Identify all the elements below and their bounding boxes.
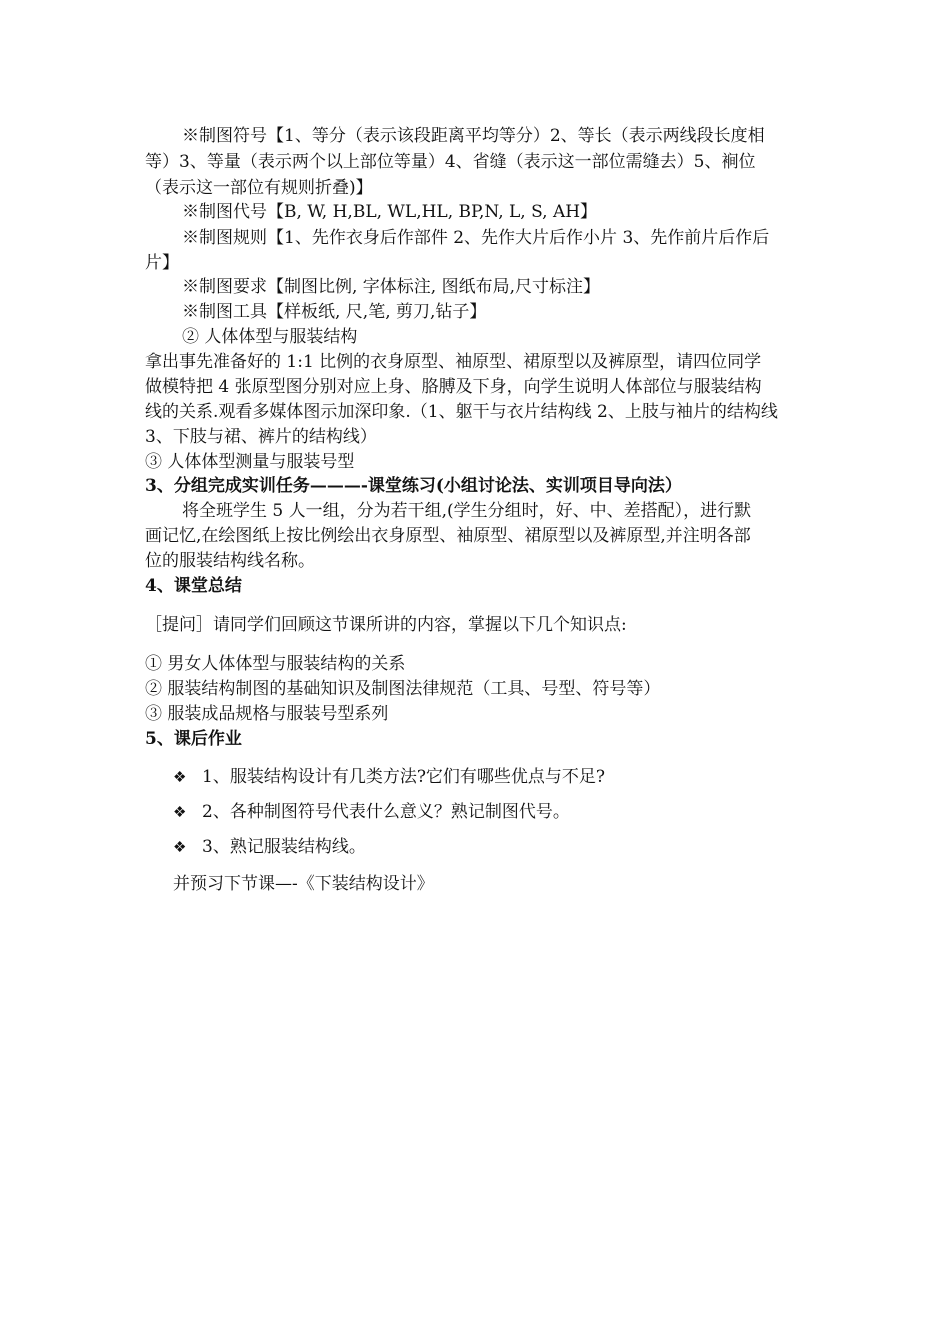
drawing-tools-line: ※制图工具【样板纸, 尺,笔, 剪刀,钻子】 [182,302,487,322]
paragraph-line: 线的关系.观看多媒体图示加深印象.（1、躯干与衣片结构线 2、上肢与袖片的结构线 [145,402,778,422]
homework-item: 1、服装结构设计有几类方法?它们有哪些优点与不足? [202,767,606,787]
drawing-symbols-line-3: （表示这一部位有规则折叠)】 [145,178,373,198]
knowledge-point: ③ 服装成品规格与服装号型系列 [145,704,389,724]
diamond-bullet-icon: ❖ [173,803,187,821]
drawing-symbols-line-2: 等）3、等量（表示两个以上部位等量）4、省缝（表示这一部位需缝去）5、裥位 [145,152,756,172]
diamond-bullet-icon: ❖ [173,768,187,786]
paragraph-line: 位的服装结构线名称。 [145,551,315,571]
paragraph-line: 做模特把 4 张原型图分别对应上身、胳膊及下身，向学生说明人体部位与服装结构 [145,377,762,397]
diamond-bullet-icon: ❖ [173,838,187,856]
section-heading-4: 4、课堂总结 [145,576,242,596]
homework-item: 3、熟记服装结构线。 [202,837,366,857]
paragraph-line: 3、下肢与裙、裤片的结构线） [145,427,377,447]
subheading-body-structure: ② 人体体型与服装结构 [182,327,358,347]
drawing-codes-line: ※制图代号【B, W, H,BL, WL,HL, BP,N, L, S, AH】 [182,202,598,222]
paragraph-line: 画记忆,在绘图纸上按比例绘出衣身原型、袖原型、裙原型以及裤原型,并注明各部 [145,526,751,546]
section-heading-3: 3、分组完成实训任务———-课堂练习(小组讨论法、实训项目导向法） [145,476,682,496]
paragraph-line: 拿出事先准备好的 1:1 比例的衣身原型、袖原型、裙原型以及裤原型，请四位同学 [145,352,762,372]
drawing-requirements-line: ※制图要求【制图比例, 字体标注, 图纸布局,尺寸标注】 [182,277,601,297]
drawing-rules-line-2: 片】 [145,253,179,273]
drawing-symbols-line-1: ※制图符号【1、等分（表示该段距离平均等分）2、等长（表示两线段长度相 [182,126,765,146]
preview-next-lesson: 并预习下节课—-《下装结构设计》 [173,874,434,894]
knowledge-point: ② 服装结构制图的基础知识及制图法律规范（工具、号型、符号等） [145,679,661,699]
drawing-rules-line-1: ※制图规则【1、先作衣身后作部件 2、先作大片后作小片 3、先作前片后作后 [182,228,770,248]
subheading-measurement: ③ 人体体型测量与服装号型 [145,452,355,472]
section-heading-5: 5、课后作业 [145,729,242,749]
knowledge-point: ① 男女人体体型与服装结构的关系 [145,654,406,674]
paragraph-line: 将全班学生 5 人一组，分为若干组,(学生分组时，好、中、差搭配），进行默 [182,501,752,521]
homework-item: 2、各种制图符号代表什么意义？熟记制图代号。 [202,802,570,822]
question-line: ［提问］请同学们回顾这节课所讲的内容，掌握以下几个知识点: [145,615,627,635]
